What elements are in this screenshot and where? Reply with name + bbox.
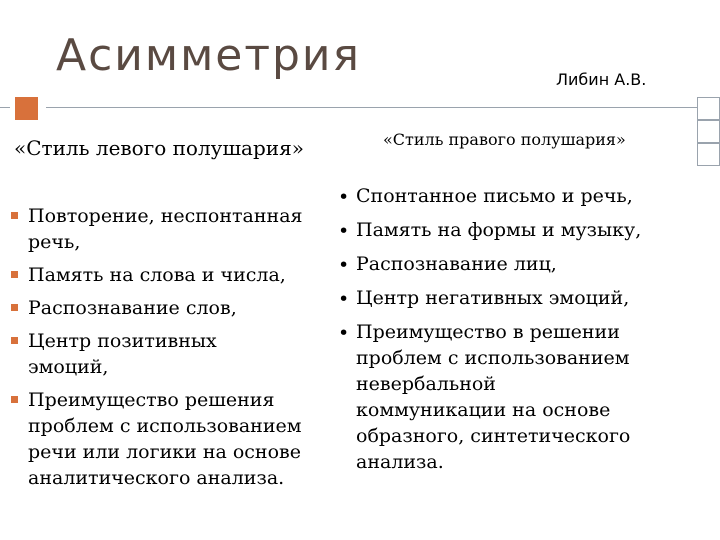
slide-title: Асимметрия bbox=[56, 30, 361, 81]
list-item bbox=[8, 203, 318, 255]
decor-square-2 bbox=[697, 120, 720, 143]
right-column-heading: «Стиль правого полушария» bbox=[383, 130, 626, 149]
list-item bbox=[8, 262, 318, 288]
list-item bbox=[8, 328, 318, 380]
list-item bbox=[336, 251, 666, 277]
square-bullet-icon bbox=[11, 337, 18, 344]
list-item-text: Распознавание лиц, bbox=[356, 253, 557, 275]
left-hemisphere-list bbox=[8, 203, 318, 498]
list-item-text: Центр позитивных эмоций, bbox=[28, 330, 217, 378]
dot-bullet-icon: • bbox=[338, 322, 350, 344]
left-column-heading: «Стиль левого полушария» bbox=[14, 136, 304, 160]
title-divider-left bbox=[0, 107, 10, 108]
list-item-text: Преимущество решения проблем с использованием речи или логики на основе аналитического анализа. bbox=[28, 389, 302, 489]
list-item bbox=[336, 217, 666, 243]
dot-bullet-icon: • bbox=[338, 220, 350, 242]
square-bullet-icon bbox=[11, 396, 18, 403]
accent-square bbox=[15, 97, 38, 120]
list-item bbox=[8, 295, 318, 321]
square-bullet-icon bbox=[11, 212, 18, 219]
list-item bbox=[336, 183, 666, 209]
list-item-text: Преимущество в решении проблем с использованием невербальной коммуникации на основе образного, синтетического анализа. bbox=[356, 321, 631, 473]
dot-bullet-icon: • bbox=[338, 186, 350, 208]
list-item-text: Повторение, неспонтанная речь, bbox=[28, 205, 303, 253]
dot-bullet-icon: • bbox=[338, 254, 350, 276]
list-item-text: Память на слова и числа, bbox=[28, 264, 286, 286]
square-bullet-icon bbox=[11, 304, 18, 311]
author-name: Либин А.В. bbox=[556, 70, 647, 89]
list-item bbox=[336, 319, 666, 475]
decor-square-1 bbox=[697, 97, 720, 120]
decor-square-3 bbox=[697, 143, 720, 166]
list-item-text: Распознавание слов, bbox=[28, 297, 237, 319]
list-item bbox=[336, 285, 666, 311]
list-item-text: Спонтанное письмо и речь, bbox=[356, 185, 633, 207]
square-bullet-icon bbox=[11, 271, 18, 278]
list-item bbox=[8, 387, 318, 491]
list-item-text: Память на формы и музыку, bbox=[356, 219, 642, 241]
list-item-text: Центр негативных эмоций, bbox=[356, 287, 630, 309]
title-divider bbox=[46, 107, 697, 108]
right-hemisphere-list bbox=[336, 183, 666, 483]
dot-bullet-icon: • bbox=[338, 288, 350, 310]
